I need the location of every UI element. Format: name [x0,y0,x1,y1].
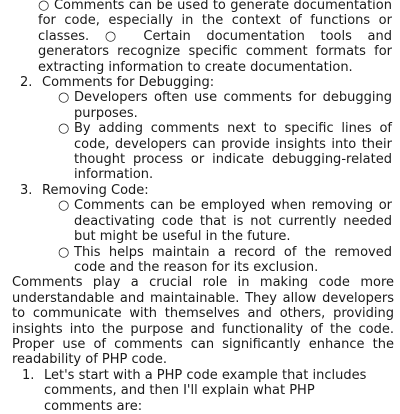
section-removing-code [20,183,400,275]
list-item-text: Let's start with a PHP code example that includes comments, and then I'll explain what PHP comments are: [44,367,367,414]
list-item-text: Developers often use comments for debugging purposes. [74,90,392,121]
section-heading [20,75,392,90]
section-title: Removing Code: [42,182,149,198]
section-title: Comments for Debugging: [42,75,215,91]
list-item-text: This helps maintain a record of the removed code and the reason for its exclusion. [74,244,392,275]
list-item [58,245,392,276]
hollow-bullet-icon: ○ [58,244,70,260]
hollow-bullet-icon: ○ [58,121,70,137]
list-item [58,90,392,121]
section-number: 3. [20,182,33,198]
list-item-number: 1. [22,367,35,383]
section-heading [20,183,392,198]
hollow-bullet-icon: ○ [58,198,70,214]
hollow-bullet-icon: ○ [58,90,70,106]
list-item-text: Comments can be employed when removing or deactivating code that is not currently needed but might be useful in the future. [74,198,392,245]
section-number: 2. [20,75,33,91]
summary-paragraph: Comments play a crucial role in making code more understandable and maintainable. They allow developers to communicate with themselves and others, providing insights into the purpose and functionality of the code. Proper use of comments can significantly enhance the readability of PHP code. [12,275,394,368]
list-item-text: By adding comments next to specific lines of code, developers can provide insights into their thought process or indicate debugging-related information. [74,121,392,183]
list-item [22,368,384,414]
list-item [58,121,392,183]
documentation-bullet-continuation: ○ Comments can be used to generate documentation for code, especially in the context of functions or classes. ○ Certain documentation tools and generators recognize specific comment formats for extracting information to create documentation. [38,0,392,75]
intro-list [22,368,392,414]
section-debugging [20,75,400,183]
list-item [58,198,392,244]
